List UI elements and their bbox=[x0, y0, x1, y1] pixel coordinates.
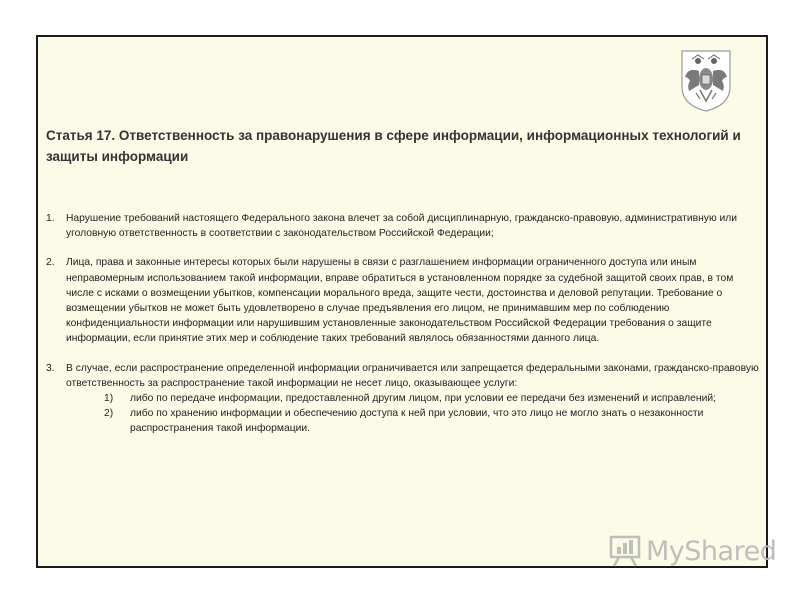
subitem-text: либо по хранению информации и обеспечению доступа к ней при условии, что это лицо не могло знать о незаконности распространения такой информации. bbox=[130, 408, 704, 435]
item-text: Нарушение требований настоящего Федерального закона влечет за собой дисциплинарную, гражданско-правовую, административную или уголовную ответственность в соответствии с законодательством Российской Федерации; bbox=[66, 213, 738, 240]
watermark-text: MyShared bbox=[646, 535, 777, 567]
sub-list-item bbox=[104, 391, 762, 406]
myshared-watermark bbox=[608, 535, 776, 567]
subitem-number: 2) bbox=[104, 408, 114, 420]
article-body bbox=[46, 211, 762, 451]
subitem-number: 1) bbox=[104, 393, 114, 405]
coat-of-arms-icon bbox=[678, 47, 734, 113]
item-number: 2. bbox=[46, 257, 55, 269]
subitem-text: либо по передаче информации, предоставленной другим лицом, при условии ее передачи без изменений и исправлений; bbox=[130, 393, 716, 405]
list-item bbox=[46, 255, 762, 346]
slide bbox=[36, 35, 777, 568]
item-number: 3. bbox=[46, 362, 55, 374]
item-number: 1. bbox=[46, 213, 55, 224]
sub-list-item bbox=[104, 406, 762, 436]
article-title: Статья 17. Ответственность за правонарушения в сфере информации, информационных технологий и защиты информации bbox=[46, 128, 741, 164]
item-text: Лица, права и законные интересы которых были нарушены в связи с разглашением информации ограниченного доступа или иным неправомерным использованием такой информации, вправе обратиться в установленном порядке за судебной защитой своих прав, в том числе с исками о возмещении убытков, компенсации морального вреда, защите чести, достоинства и деловой репутации. Требование о возмещении убытков не может быть удовлетворено в случае предъявления его лицом, не принимавшим мер по соблюдению конфиденциальности информации или нарушившим установленные законодательством Российской Федерации требования о защите информации, если принятие этих мер и соблюдение таких требований являлось обязанностями данного лица. bbox=[66, 257, 734, 345]
item-text: В случае, если распространение определенной информации ограничивается или запрещается федеральными законами, гражданско-правовую ответственность за распространение такой информации не несет лицо, оказывающее услуги: bbox=[66, 362, 759, 389]
presentation-board-icon bbox=[608, 535, 642, 567]
list-item bbox=[46, 211, 762, 241]
list-item bbox=[46, 361, 762, 437]
item-content bbox=[66, 361, 762, 437]
